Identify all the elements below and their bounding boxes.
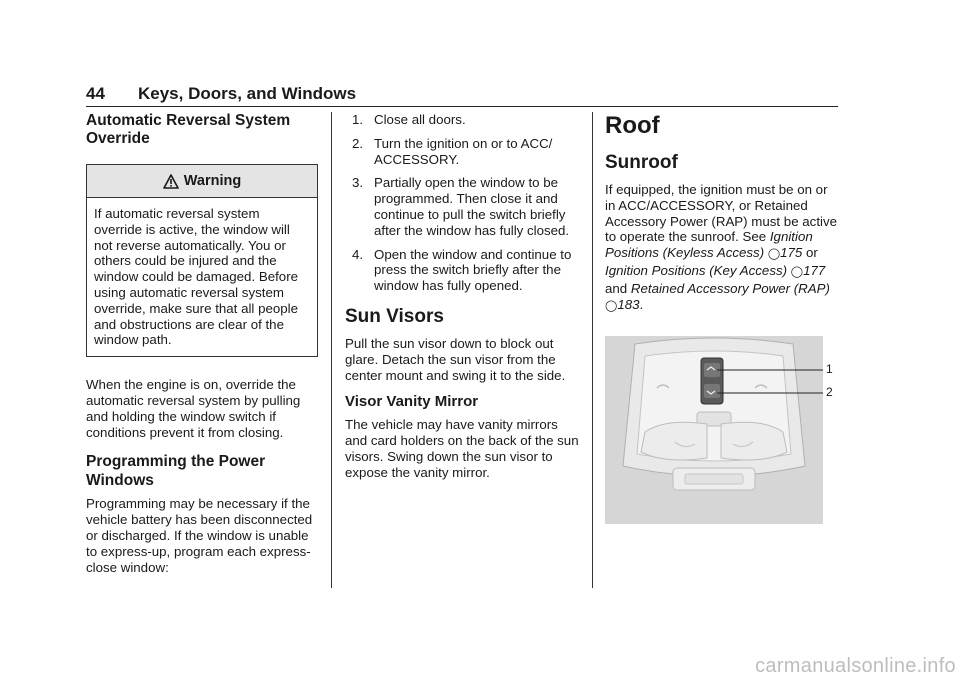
ref-rap[interactable]: Retained Accessory Power (RAP) xyxy=(630,280,830,296)
paragraph-override: When the engine is on, override the automatic reversal system by pulling and holding the window switch if conditions prevent it from closing. xyxy=(86,377,301,440)
sunroof-switch-figure xyxy=(605,336,840,526)
warning-box xyxy=(86,164,318,357)
paragraph-sun-visors: Pull the sun visor down to block out glare. Detach the sun visor from the center mount and swing it to the side. xyxy=(345,335,566,383)
watermark: carmanualsonline.info xyxy=(755,655,956,677)
paragraph-sunroof: If equipped, the ignition must be on or in ACC/ACCESSORY, or Retained Accessory Power (RAP) must be active to operate the sunroof. See Ignition Positions (Keyless Access) ◯175 or Ignition Positions (Key Access) ◯177 and Retained Accessory Power (RAP) ◯183. xyxy=(605,182,838,312)
column-middle xyxy=(345,112,580,481)
column-right xyxy=(605,112,840,526)
list-item: 2. Turn the ignition on or to ACC/ ACCESSORY. xyxy=(352,135,553,167)
warning-triangle-icon xyxy=(163,174,179,189)
page-ref-175[interactable]: 175 xyxy=(780,245,803,261)
column-divider-1 xyxy=(331,112,332,588)
warning-body: If automatic reversal system override is active, the window will not reverse automatically. You or others could be injured and the window could be damaged. Before using automatic reversal system override, make sure that all people and obstructions are clear of the window path. xyxy=(94,206,299,348)
callout-2: 2 xyxy=(826,385,833,400)
page-header xyxy=(86,84,838,107)
overhead-console-illustration xyxy=(605,336,823,524)
list-item: 3. Partially open the window to be programmed. Then close it and continue to pull the switch briefly after the window has fully closed. xyxy=(352,175,570,238)
heading-programming: Programming the Power Windows xyxy=(86,453,266,490)
ref-ignition-keyless[interactable]: Ignition Positions (Keyless Access) xyxy=(605,229,813,261)
heading-sun-visors: Sun Visors xyxy=(345,305,444,327)
heading-visor-mirror: Visor Vanity Mirror xyxy=(345,393,479,411)
heading-sunroof: Sunroof xyxy=(605,152,678,173)
programming-steps xyxy=(345,112,580,294)
callout-1: 1 xyxy=(826,362,833,377)
column-left xyxy=(86,112,322,575)
page-number: 44 xyxy=(86,84,105,103)
section-title: Keys, Doors, and Windows xyxy=(138,84,357,103)
heading-roof: Roof xyxy=(605,112,660,139)
column-divider-2 xyxy=(592,112,593,588)
paragraph-programming: Programming may be necessary if the vehicle battery has been disconnected or discharged. If the window is unable to express-up, program each express-close window: xyxy=(86,496,313,575)
page-ref-183[interactable]: 183 xyxy=(617,296,640,312)
list-item: 4. Open the window and continue to press the switch briefly after the window has fully opened. xyxy=(352,246,572,294)
ref-ignition-key[interactable]: Ignition Positions (Key Access) xyxy=(605,262,788,278)
heading-auto-reversal: Automatic Reversal System Override xyxy=(86,112,291,147)
paragraph-visor-mirror: The vehicle may have vanity mirrors and card holders on the back of the sun visors. Swing down the sun visor to expose the vanity mirror. xyxy=(345,417,579,480)
warning-header xyxy=(87,165,317,198)
warning-title: Warning xyxy=(183,173,242,189)
page-ref-177[interactable]: 177 xyxy=(803,262,826,278)
list-item: 1. Close all doors. xyxy=(352,112,466,127)
